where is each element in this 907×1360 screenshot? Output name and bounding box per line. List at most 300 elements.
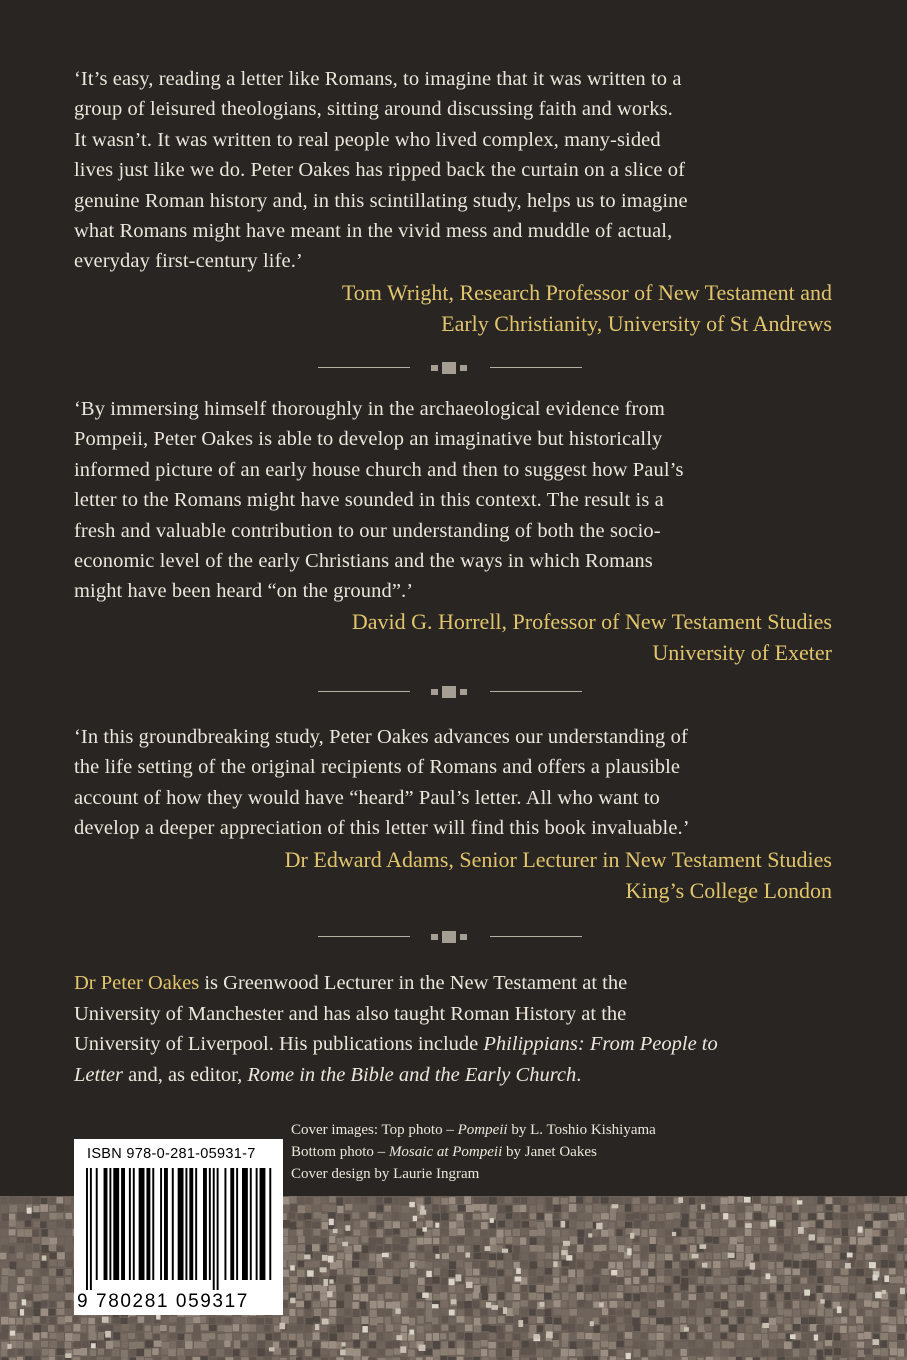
- mosaic-tile: [520, 1237, 526, 1244]
- mosaic-tile: [761, 1222, 768, 1229]
- mosaic-tile: [713, 1342, 720, 1349]
- mosaic-tile: [849, 1332, 856, 1339]
- mosaic-tile: [776, 1317, 783, 1324]
- mosaic-tile: [121, 1350, 128, 1357]
- mosaic-tile: [778, 1342, 784, 1350]
- mosaic-tile: [512, 1253, 519, 1260]
- mosaic-tile: [426, 1310, 433, 1317]
- mosaic-tile: [841, 1286, 848, 1294]
- mosaic-tile: [209, 1348, 215, 1356]
- mosaic-tile: [865, 1196, 872, 1202]
- mosaic-tile: [616, 1229, 622, 1236]
- mosaic-tile: [713, 1357, 721, 1360]
- mosaic-tile: [730, 1276, 736, 1283]
- mosaic-tile: [529, 1301, 537, 1308]
- mosaic-tile: [698, 1276, 704, 1283]
- mosaic-tile: [474, 1197, 482, 1204]
- mosaic-tile: [776, 1196, 783, 1203]
- mosaic-tile: [34, 1221, 40, 1227]
- mosaic-tile: [738, 1325, 744, 1331]
- mosaic-light-tile: [627, 1248, 631, 1255]
- mosaic-light-tile: [333, 1229, 338, 1233]
- mosaic-tile: [200, 1316, 206, 1323]
- mosaic-tile: [41, 1301, 48, 1308]
- mosaic-tile: [33, 1253, 39, 1260]
- mosaic-tile: [593, 1214, 601, 1222]
- mosaic-tile: [657, 1237, 664, 1245]
- mosaic-tile: [792, 1204, 799, 1212]
- mosaic-tile: [754, 1204, 762, 1211]
- mosaic-tile: [473, 1214, 481, 1220]
- mosaic-tile: [705, 1269, 712, 1277]
- mosaic-light-tile: [900, 1288, 905, 1294]
- mosaic-tile: [865, 1229, 873, 1237]
- mosaic-tile: [129, 1349, 136, 1355]
- mosaic-tile: [354, 1221, 360, 1229]
- mosaic-tile: [617, 1333, 623, 1340]
- mosaic-tile: [401, 1293, 408, 1301]
- mosaic-tile: [305, 1349, 312, 1356]
- mosaic-tile: [314, 1197, 320, 1204]
- mosaic-tile: [625, 1332, 633, 1339]
- mosaic-tile: [784, 1260, 791, 1267]
- mosaic-tile: [49, 1357, 55, 1360]
- mosaic-tile: [634, 1302, 641, 1309]
- mosaic-light-tile: [540, 1302, 545, 1307]
- mosaic-tile: [273, 1333, 280, 1340]
- mosaic-tile: [138, 1333, 144, 1341]
- mosaic-tile: [633, 1254, 640, 1261]
- mosaic-light-tile: [328, 1256, 334, 1263]
- mosaic-tile: [689, 1230, 696, 1237]
- mosaic-light-tile: [770, 1220, 776, 1227]
- mosaic-tile: [762, 1334, 768, 1341]
- mosaic-tile: [648, 1301, 655, 1308]
- mosaic-tile: [296, 1293, 302, 1299]
- mosaic-tile: [370, 1222, 378, 1229]
- mosaic-tile: [585, 1205, 591, 1213]
- mosaic-tile: [874, 1213, 881, 1220]
- mosaic-tile: [601, 1230, 608, 1237]
- mosaic-tile: [617, 1262, 623, 1270]
- mosaic-tile: [386, 1325, 393, 1332]
- mosaic-tile: [809, 1221, 815, 1227]
- mosaic-tile: [74, 1341, 82, 1347]
- mosaic-light-tile: [516, 1268, 521, 1274]
- mosaic-tile: [42, 1276, 49, 1284]
- mosaic-tile: [672, 1349, 678, 1355]
- mosaic-light-tile: [413, 1216, 417, 1221]
- mosaic-tile: [664, 1270, 671, 1277]
- mosaic-tile: [649, 1277, 656, 1283]
- mosaic-tile: [370, 1325, 377, 1331]
- mosaic-tile: [617, 1341, 624, 1347]
- mosaic-tile: [489, 1333, 496, 1340]
- mosaic-tile: [529, 1293, 537, 1300]
- mosaic-tile: [144, 1349, 151, 1357]
- mosaic-tile: [560, 1356, 567, 1360]
- mosaic-tile: [496, 1326, 503, 1332]
- mosaic-tile: [24, 1197, 30, 1204]
- mosaic-light-tile: [553, 1261, 557, 1267]
- mosaic-tile: [528, 1197, 535, 1204]
- mosaic-tile: [769, 1325, 777, 1332]
- mosaic-tile: [537, 1341, 544, 1347]
- mosaic-tile: [304, 1301, 311, 1309]
- mosaic-tile: [49, 1349, 55, 1356]
- mosaic-tile: [626, 1317, 633, 1324]
- mosaic-tile: [537, 1228, 545, 1235]
- mosaic-tile: [392, 1253, 399, 1260]
- mosaic-tile: [1, 1317, 8, 1325]
- mosaic-light-tile: [435, 1223, 439, 1228]
- mosaic-tile: [745, 1342, 752, 1349]
- mosaic-tile: [481, 1340, 488, 1347]
- mosaic-tile: [49, 1244, 56, 1251]
- mosaic-tile: [561, 1349, 569, 1357]
- mosaic-tile: [16, 1269, 23, 1277]
- bio-line: University of Manchester and has also taught Roman History at the: [74, 1002, 627, 1025]
- mosaic-tile: [49, 1284, 57, 1292]
- mosaic-light-tile: [672, 1232, 676, 1236]
- mosaic-tile: [641, 1229, 647, 1237]
- mosaic-tile: [608, 1316, 615, 1323]
- mosaic-tile: [329, 1341, 337, 1349]
- book-title: Letter: [74, 1063, 123, 1086]
- mosaic-tile: [673, 1309, 681, 1315]
- mosaic-tile: [896, 1276, 903, 1283]
- mosaic-tile: [824, 1285, 831, 1292]
- mosaic-tile: [833, 1229, 840, 1235]
- credit-text: Cover images: Top photo –: [291, 1122, 458, 1138]
- mosaic-tile: [257, 1334, 265, 1342]
- mosaic-light-tile: [872, 1339, 879, 1345]
- mosaic-tile: [857, 1277, 865, 1283]
- mosaic-tile: [698, 1268, 704, 1275]
- mosaic-tile: [353, 1277, 359, 1283]
- mosaic-tile: [320, 1348, 327, 1355]
- mosaic-tile: [536, 1285, 544, 1292]
- mosaic-tile: [48, 1309, 55, 1316]
- mosaic-tile: [720, 1197, 727, 1204]
- mosaic-tile: [713, 1285, 720, 1293]
- mosaic-tile: [657, 1276, 664, 1282]
- mosaic-light-tile: [342, 1242, 348, 1246]
- mosaic-tile: [258, 1348, 265, 1356]
- mosaic-tile: [242, 1334, 249, 1341]
- mosaic-tile: [417, 1326, 424, 1333]
- mosaic-tile: [849, 1206, 855, 1213]
- mosaic-tile: [314, 1253, 320, 1259]
- mosaic-tile: [65, 1213, 72, 1219]
- mosaic-tile: [178, 1356, 185, 1360]
- mosaic-tile: [224, 1318, 231, 1324]
- mosaic-tile: [704, 1214, 710, 1222]
- mosaic-tile: [553, 1349, 560, 1356]
- mosaic-tile: [450, 1213, 457, 1219]
- mosaic-tile: [882, 1301, 890, 1307]
- mosaic-tile: [49, 1317, 56, 1324]
- mosaic-tile: [288, 1245, 296, 1251]
- mosaic-tile: [888, 1237, 895, 1244]
- mosaic-tile: [401, 1229, 409, 1237]
- mosaic-tile: [425, 1197, 431, 1205]
- mosaic-tile: [385, 1261, 391, 1269]
- mosaic-tile: [665, 1237, 673, 1243]
- mosaic-tile: [482, 1197, 488, 1203]
- mosaic-tile: [393, 1341, 400, 1348]
- mosaic-tile: [889, 1342, 897, 1349]
- mosaic-tile: [777, 1245, 784, 1252]
- mosaic-tile: [512, 1213, 519, 1219]
- mosaic-tile: [536, 1269, 542, 1276]
- mosaic-tile: [665, 1302, 673, 1309]
- mosaic-tile: [393, 1236, 400, 1242]
- mosaic-tile: [881, 1205, 887, 1212]
- quote-1-attribution: [72, 278, 832, 339]
- mosaic-tile: [714, 1302, 721, 1309]
- mosaic-tile: [640, 1197, 648, 1203]
- mosaic-tile: [713, 1308, 721, 1314]
- mosaic-tile: [592, 1310, 599, 1316]
- mosaic-tile: [433, 1246, 439, 1254]
- mosaic-tile: [634, 1220, 641, 1227]
- divider-square: [460, 689, 467, 695]
- mosaic-tile: [521, 1213, 528, 1219]
- mosaic-tile: [457, 1260, 464, 1267]
- barcode-bar: [172, 1168, 174, 1280]
- mosaic-tile: [680, 1332, 687, 1339]
- mosaic-tile: [545, 1286, 553, 1293]
- mosaic-tile: [625, 1238, 632, 1246]
- mosaic-tile: [625, 1198, 631, 1205]
- mosaic-tile: [704, 1317, 711, 1324]
- mosaic-tile: [313, 1285, 321, 1291]
- mosaic-tile: [297, 1229, 303, 1235]
- mosaic-tile: [753, 1254, 759, 1262]
- mosaic-tile: [32, 1196, 40, 1204]
- mosaic-tile: [786, 1205, 792, 1212]
- mosaic-tile: [457, 1301, 465, 1308]
- mosaic-tile: [529, 1342, 536, 1349]
- mosaic-tile: [608, 1308, 615, 1315]
- mosaic-tile: [570, 1277, 578, 1284]
- mosaic-tile: [209, 1342, 216, 1348]
- mosaic-tile: [161, 1356, 168, 1360]
- mosaic-tile: [9, 1302, 17, 1309]
- mosaic-light-tile: [858, 1226, 863, 1232]
- mosaic-tile: [290, 1276, 298, 1283]
- mosaic-tile: [890, 1277, 896, 1283]
- mosaic-tile: [688, 1269, 695, 1276]
- mosaic-tile: [434, 1324, 440, 1332]
- mosaic-tile: [745, 1246, 751, 1253]
- mosaic-tile: [609, 1342, 617, 1349]
- mosaic-tile: [48, 1221, 56, 1228]
- mosaic-tile: [41, 1325, 47, 1333]
- mosaic-tile: [858, 1333, 864, 1339]
- divider-square: [442, 362, 456, 374]
- mosaic-tile: [809, 1294, 815, 1302]
- mosaic-tile: [585, 1221, 592, 1228]
- mosaic-tile: [313, 1292, 319, 1298]
- mosaic-tile: [1, 1284, 8, 1292]
- barcode-bar: [139, 1168, 145, 1280]
- mosaic-tile: [65, 1277, 71, 1284]
- mosaic-tile: [793, 1341, 800, 1349]
- mosaic-tile: [154, 1357, 162, 1360]
- mosaic-tile: [841, 1317, 847, 1324]
- mosaic-tile: [481, 1349, 487, 1356]
- mosaic-light-tile: [837, 1306, 842, 1313]
- mosaic-tile: [633, 1260, 641, 1267]
- mosaic-tile: [272, 1357, 279, 1360]
- mosaic-tile: [345, 1198, 351, 1205]
- mosaic-tile: [728, 1332, 735, 1338]
- mosaic-tile: [617, 1324, 625, 1331]
- mosaic-tile: [777, 1262, 783, 1268]
- mosaic-tile: [849, 1196, 856, 1203]
- mosaic-tile: [521, 1348, 528, 1355]
- mosaic-tile: [449, 1318, 457, 1325]
- mosaic-tile: [353, 1349, 361, 1357]
- mosaic-tile: [601, 1261, 609, 1269]
- mosaic-light-tile: [490, 1218, 494, 1223]
- mosaic-tile: [753, 1222, 760, 1229]
- mosaic-tile: [778, 1309, 784, 1315]
- mosaic-tile: [25, 1356, 32, 1360]
- mosaic-tile: [65, 1229, 72, 1235]
- mosaic-tile: [505, 1342, 512, 1349]
- mosaic-tile: [88, 1332, 96, 1339]
- mosaic-tile: [784, 1309, 792, 1316]
- mosaic-tile: [880, 1197, 888, 1205]
- mosaic-tile: [266, 1318, 273, 1324]
- divider-square: [442, 931, 456, 943]
- mosaic-tile: [296, 1324, 302, 1330]
- mosaic-tile: [648, 1284, 654, 1292]
- mosaic-tile: [801, 1318, 809, 1325]
- mosaic-tile: [601, 1197, 609, 1204]
- mosaic-tile: [640, 1342, 646, 1349]
- mosaic-tile: [416, 1221, 423, 1227]
- barcode-bar: [90, 1168, 92, 1290]
- mosaic-light-tile: [723, 1213, 728, 1219]
- mosaic-tile: [393, 1212, 399, 1220]
- mosaic-tile: [633, 1245, 639, 1251]
- mosaic-tile: [41, 1309, 49, 1316]
- mosaic-tile: [657, 1254, 664, 1262]
- mosaic-tile: [768, 1262, 774, 1270]
- mosaic-light-tile: [684, 1327, 689, 1331]
- mosaic-tile: [570, 1309, 577, 1316]
- mosaic-tile: [745, 1276, 752, 1283]
- mosaic-tile: [665, 1309, 672, 1316]
- mosaic-light-tile: [322, 1255, 328, 1261]
- mosaic-tile: [881, 1348, 888, 1356]
- mosaic-tile: [354, 1197, 360, 1203]
- mosaic-tile: [384, 1206, 391, 1212]
- mosaic-tile: [584, 1356, 591, 1360]
- mosaic-tile: [176, 1324, 183, 1330]
- mosaic-tile: [314, 1309, 321, 1317]
- mosaic-tile: [713, 1261, 721, 1268]
- mosaic-tile: [657, 1300, 664, 1307]
- mosaic-tile: [314, 1212, 321, 1218]
- mosaic-tile: [730, 1237, 737, 1244]
- mosaic-tile: [432, 1229, 439, 1236]
- mosaic-tile: [761, 1229, 768, 1236]
- barcode-bar: [269, 1168, 271, 1280]
- mosaic-tile: [474, 1325, 481, 1332]
- mosaic-tile: [488, 1342, 496, 1348]
- mosaic-tile: [176, 1341, 182, 1348]
- mosaic-tile: [833, 1261, 839, 1268]
- mosaic-tile: [360, 1301, 366, 1309]
- mosaic-light-tile: [42, 1255, 47, 1260]
- mosaic-tile: [56, 1269, 63, 1276]
- mosaic-tile: [465, 1309, 473, 1316]
- mosaic-tile: [386, 1286, 392, 1292]
- mosaic-tile: [425, 1213, 433, 1221]
- mosaic-tile: [602, 1269, 609, 1275]
- mosaic-tile: [601, 1324, 609, 1330]
- mosaic-tile: [90, 1350, 96, 1357]
- mosaic-tile: [848, 1317, 854, 1324]
- mosaic-tile: [432, 1286, 439, 1293]
- mosaic-tile: [512, 1350, 519, 1357]
- mosaic-tile: [857, 1245, 864, 1253]
- mosaic-tile: [25, 1245, 31, 1253]
- mosaic-tile: [809, 1268, 816, 1275]
- mosaic-tile: [578, 1300, 586, 1307]
- mosaic-tile: [320, 1293, 327, 1301]
- mosaic-light-tile: [329, 1219, 334, 1225]
- mosaic-tile: [890, 1348, 897, 1355]
- mosaic-tile: [42, 1245, 50, 1253]
- mosaic-tile: [32, 1261, 40, 1268]
- mosaic-tile: [746, 1309, 753, 1316]
- mosaic-tile: [498, 1333, 505, 1339]
- mosaic-tile: [833, 1293, 839, 1300]
- mosaic-light-tile: [396, 1335, 402, 1340]
- mosaic-tile: [881, 1260, 888, 1268]
- mosaic-tile: [705, 1292, 713, 1299]
- mosaic-tile: [57, 1341, 64, 1347]
- mosaic-tile: [337, 1308, 344, 1316]
- mosaic-tile: [809, 1317, 816, 1325]
- mosaic-light-tile: [678, 1197, 683, 1203]
- mosaic-tile: [784, 1285, 791, 1293]
- mosaic-tile: [649, 1196, 656, 1203]
- mosaic-tile: [313, 1301, 320, 1307]
- mosaic-tile: [32, 1212, 40, 1218]
- mosaic-tile: [650, 1221, 657, 1229]
- mosaic-tile: [177, 1348, 184, 1355]
- mosaic-tile: [784, 1229, 791, 1236]
- mosaic-tile: [689, 1261, 696, 1269]
- mosaic-tile: [810, 1301, 818, 1308]
- mosaic-tile: [66, 1238, 74, 1246]
- mosaic-tile: [641, 1269, 649, 1275]
- mosaic-tile: [834, 1269, 841, 1276]
- bio-text: is Greenwood Lecturer in the New Testament at the: [199, 972, 628, 994]
- mosaic-tile: [768, 1212, 776, 1218]
- mosaic-tile: [777, 1205, 783, 1212]
- mosaic-tile: [880, 1213, 888, 1220]
- mosaic-tile: [25, 1318, 32, 1326]
- mosaic-tile: [625, 1222, 632, 1229]
